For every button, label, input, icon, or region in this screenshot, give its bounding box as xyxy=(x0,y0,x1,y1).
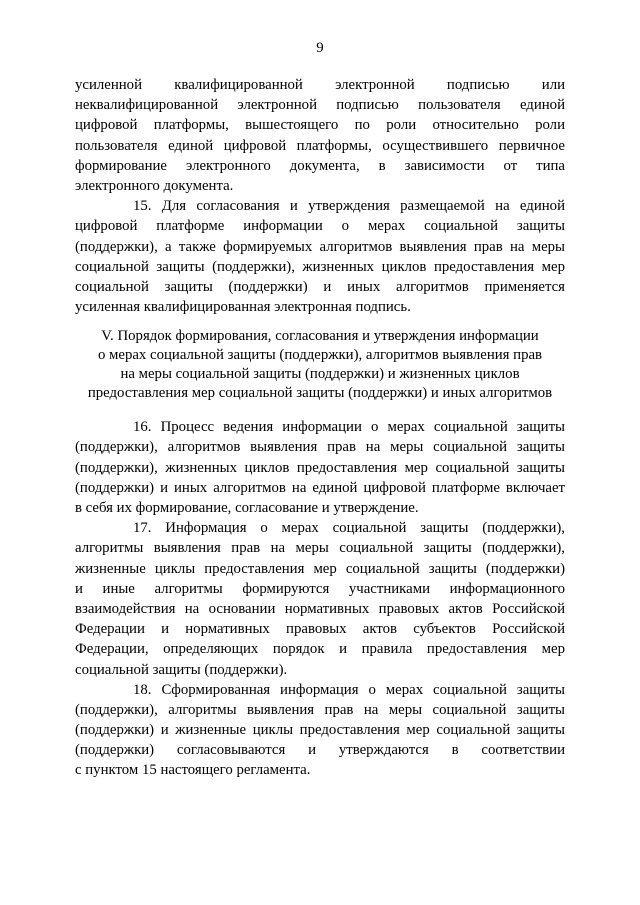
paragraph-line: (поддержки) согласовываются и утверждаются в соответствии xyxy=(75,742,565,759)
heading-line: о мерах социальной защиты (поддержки), алгоритмов выявления прав xyxy=(97,347,543,364)
paragraph-16 xyxy=(75,417,565,518)
paragraph-line: Федерации, определяющих порядок и правила предоставления мер xyxy=(75,641,565,658)
paragraph-line: (поддержки) и иных алгоритмов на единой цифровой платформе включает xyxy=(75,479,565,496)
paragraph-continuation xyxy=(75,75,565,196)
paragraph-line: (поддержки) и жизненные циклы предоставления мер социальной защиты xyxy=(75,722,565,739)
paragraph-line: Федерации и нормативных правовых актов субъектов Российской xyxy=(75,621,565,638)
paragraph-line: пользователя единой цифровой платформы, осуществившего первичное xyxy=(75,137,565,154)
paragraph-line: электронного документа. xyxy=(75,177,234,194)
paragraph-line: жизненные циклы предоставления мер социальной защиты (поддержки) xyxy=(75,560,565,577)
heading-line: V. Порядок формирования, согласования и утверждения информации xyxy=(101,328,539,345)
heading-line: предоставления мер социальной защиты (поддержки) и иных алгоритмов xyxy=(87,385,553,402)
paragraph-line: 17. Информация о мерах социальной защиты (поддержки), xyxy=(133,520,565,537)
paragraph-line: и иные алгоритмы формируются участниками информационного xyxy=(75,580,565,597)
paragraph-line: социальной защиты (поддержки), жизненных циклов предоставления мер xyxy=(75,258,565,275)
paragraph-line: в себя их формирование, согласование и утверждение. xyxy=(75,500,419,516)
paragraph-15 xyxy=(75,196,565,317)
paragraph-line: взаимодействия на основании нормативных правовых актов Российской xyxy=(75,600,565,617)
paragraph-line: алгоритмы выявления прав на меры социальной защиты (поддержки), xyxy=(75,540,565,557)
paragraph-line: социальной защиты (поддержки). xyxy=(75,661,288,678)
paragraph-line: цифровой платформе информации о мерах социальной защиты xyxy=(75,218,565,235)
paragraph-line: цифровой платформы, вышестоящего по роли относительно роли xyxy=(75,117,565,134)
paragraph-line: социальной защиты (поддержки) и иных алгоритмов применяется xyxy=(75,278,565,295)
paragraph-line: 15. Для согласования и утверждения размещаемой на единой xyxy=(133,198,565,215)
document-body xyxy=(75,75,565,781)
paragraph-line: 16. Процесс ведения информации о мерах социальной защиты xyxy=(133,419,565,436)
paragraph-line: усиленной квалифицированной электронной подписью или xyxy=(75,77,565,93)
paragraph-17 xyxy=(75,518,565,680)
paragraph-line: (поддержки), а также формируемых алгоритмов выявления прав на меры xyxy=(75,238,565,255)
paragraph-line: неквалифицированной электронной подписью пользователя единой xyxy=(75,97,565,114)
paragraph-line: усиленная квалифицированная электронная подпись. xyxy=(75,299,411,316)
paragraph-line: (поддержки), жизненных циклов предоставления мер социальной защиты xyxy=(75,459,565,476)
paragraph-line: формирование электронного документа, в зависимости от типа xyxy=(75,157,565,174)
paragraph-line: с пунктом 15 настоящего регламента. xyxy=(75,762,311,779)
paragraph-line: 18. Сформированная информация о мерах социальной защиты xyxy=(133,681,565,698)
page-number: 9 xyxy=(316,40,324,56)
paragraph-18 xyxy=(75,680,565,781)
paragraph-line: (поддержки), алгоритмов выявления прав на меры социальной защиты xyxy=(75,439,565,456)
paragraph-line: (поддержки), алгоритмы выявления прав на меры социальной защиты xyxy=(75,701,565,718)
section-heading xyxy=(75,327,565,403)
heading-line: на меры социальной защиты (поддержки) и жизненных циклов xyxy=(120,366,520,383)
